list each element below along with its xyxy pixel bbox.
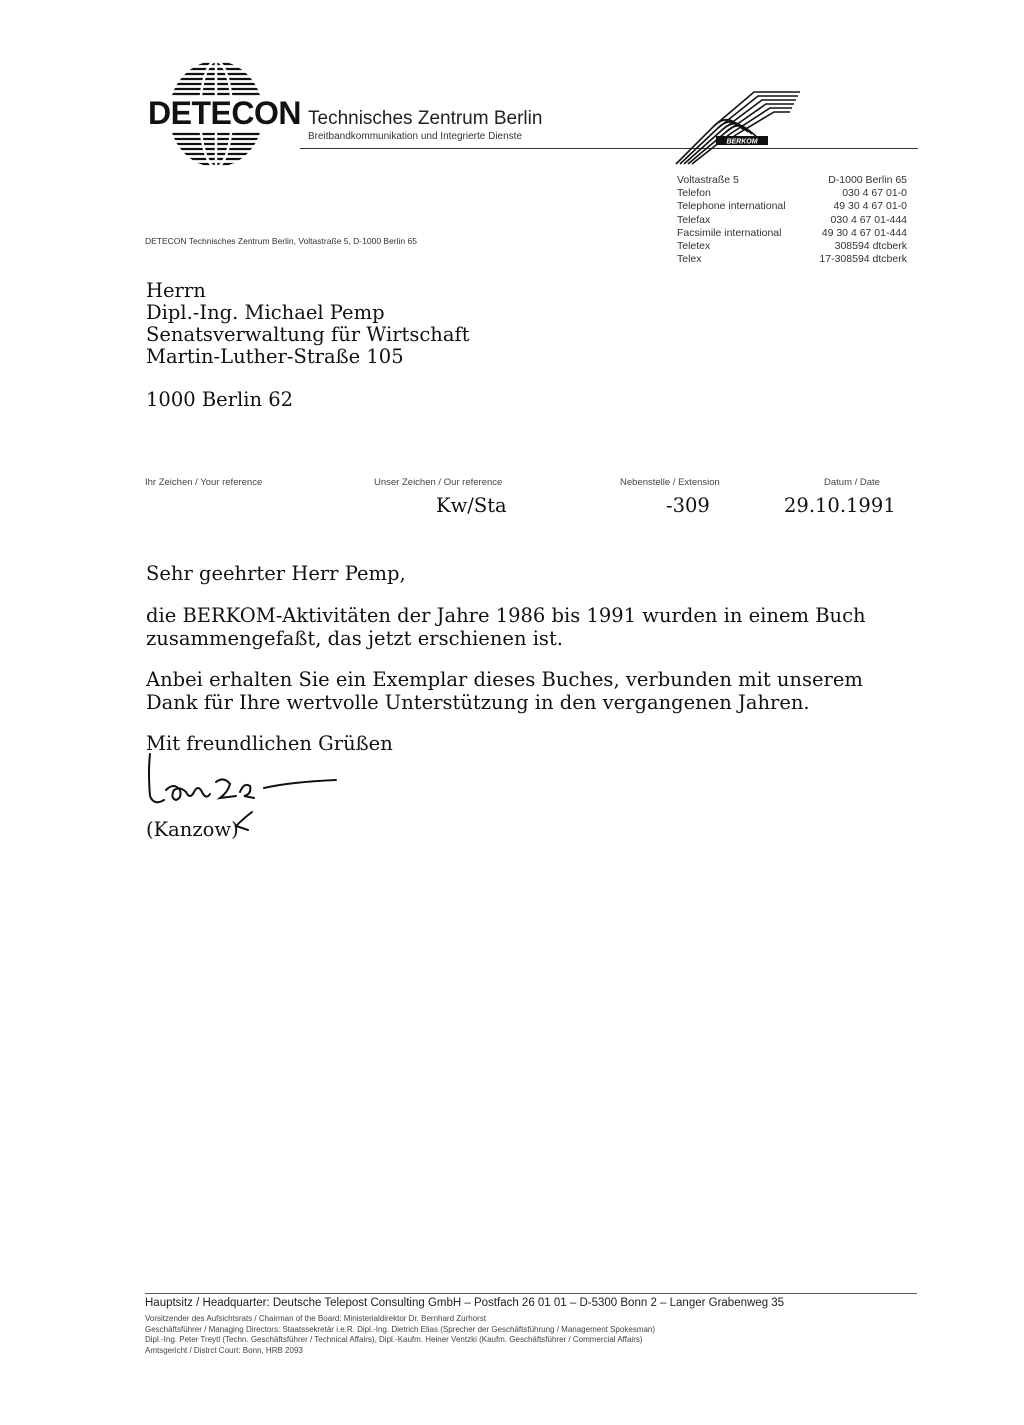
contact-block xyxy=(677,174,917,266)
contact-row: Telefon 030 4 67 01-0 xyxy=(677,187,907,200)
berkom-logo xyxy=(674,86,804,166)
our-reference: Kw/Sta xyxy=(436,494,507,517)
extension-label: Nebenstelle / Extension xyxy=(620,477,720,488)
date-label: Datum / Date xyxy=(824,477,880,488)
your-reference-label: Ihr Zeichen / Your reference xyxy=(145,477,263,488)
body-paragraph: die BERKOM-Aktivitäten der Jahre 1986 bis 1991 wurden in einem Buch zusammengefaßt, das jetzt erschienen ist. xyxy=(146,604,866,650)
contact-row: Facsimile international 49 30 4 67 01-444 xyxy=(677,226,907,239)
contact-row: Voltastraße 5 D-1000 Berlin 65 xyxy=(677,174,907,186)
letterhead-subtitle: Breitbandkommunikation und Integrierte Dienste xyxy=(308,131,523,142)
footer-headquarters: Hauptsitz / Headquarter: Deutsche Telepost Consulting GmbH – Postfach 26 01 01 – D-5300 Bonn 2 – Langer Grabenweg 35 xyxy=(145,1297,785,1309)
body-paragraph: Anbei erhalten Sie ein Exemplar dieses Buches, verbunden mit unserem Dank für Ihre wertvolle Unterstützung in den vergangenen Jahren. xyxy=(146,668,863,714)
recipient-name: Dipl.-Ing. Michael Pemp xyxy=(146,301,385,324)
brand-name: DETECON xyxy=(148,95,301,131)
signer-name: (Kanzow) xyxy=(146,818,239,841)
letter-salutation: Sehr geehrter Herr Pemp, xyxy=(146,562,406,585)
letter-date: 29.10.1991 xyxy=(784,494,896,517)
letterhead-rule xyxy=(300,148,918,149)
our-reference-label: Unser Zeichen / Our reference xyxy=(374,477,503,488)
recipient-street: Martin-Luther-Straße 105 xyxy=(146,345,404,368)
letter-closing: Mit freundlichen Grüßen xyxy=(146,732,393,755)
recipient-organization: Senatsverwaltung für Wirtschaft xyxy=(146,323,470,346)
contact-row: Telefax 030 4 67 01-444 xyxy=(677,213,907,226)
recipient-address xyxy=(146,280,470,368)
recipient-salutation: Herrn xyxy=(146,279,206,302)
footer-rule xyxy=(145,1293,917,1294)
footer-legal-info: Vorsitzender des Aufsichtsrats / Chairman of the Board: Ministerialdirektor Dr. Bernhard Zurhorst Geschäftsführer / Managing Directors: Staatssekretär i.e.R. Dipl.-Ing. Dietrich Elias (Sprecher der Geschäftsführung / Management Spokesman) Dipl.-Ing. Peter Treytl (Techn. Geschäftsführer / Technical Affairs), Dipl.-Kaufm. Heiner Ventzki (Kaufm. Geschäftsführer / Commercial Affairs) Amtsgericht / Distrct Court: Bonn, HRB 2093 xyxy=(145,1314,655,1355)
contact-row: Telephone international 49 30 4 67 01-0 xyxy=(677,200,907,213)
sender-return-address: DETECON Technisches Zentrum Berlin, Voltastraße 5, D-1000 Berlin 65 xyxy=(145,236,417,246)
contact-row: Teletex 308594 dtcberk xyxy=(677,240,907,253)
berkom-logo-text: BERKOM xyxy=(726,138,758,146)
letterhead-title: Technisches Zentrum Berlin xyxy=(308,108,543,129)
contact-row: Telex 17-308594 dtcberk xyxy=(677,253,907,266)
recipient-city: 1000 Berlin 62 xyxy=(146,388,294,411)
extension: -309 xyxy=(666,494,710,517)
